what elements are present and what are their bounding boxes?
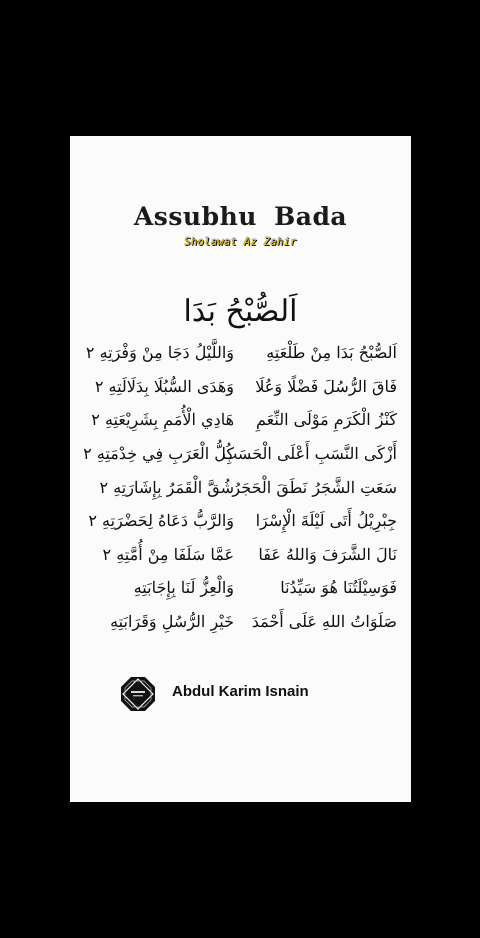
verse-row <box>84 605 397 639</box>
verse-first-half: كَنْزُ الْكَرَمِ مَوْلَى النِّعَمِ <box>256 410 397 430</box>
verse-second-half: كُلُّ الْعَرَبِ فِي خِدْمَتِهِ ٢ <box>83 444 234 464</box>
verse-first-half: فَاقَ الرُّسُلَ فَضْلًا وَعُلَا <box>255 376 397 396</box>
verse-row <box>84 504 397 538</box>
verse-row <box>84 470 397 504</box>
song-subtitle: Sholawat Az Zahir <box>184 236 297 248</box>
verse-second-half: وَالْعِزُّ لَنَا بِإِجَابَتِهِ <box>133 578 234 598</box>
author-name: Abdul Karim Isnain <box>172 683 309 700</box>
arabic-heading: اَلصُّبْحُ بَدَا <box>183 294 298 329</box>
verse-first-half: نَالَ الشَّرَفَ وَاللهُ عَفَا <box>258 544 397 564</box>
octagon-emblem-icon <box>120 676 156 712</box>
verse-second-half: شُقَّ الْقَمَرُ بِإِشَارَتِهِ ٢ <box>99 477 234 497</box>
verse-row <box>84 403 397 437</box>
verse-first-half: أَزْكَى النَّسَبِ أَعْلَى الْحَسَبِ <box>222 444 397 464</box>
verse-row <box>84 336 397 370</box>
lyrics-card <box>70 136 411 802</box>
verse-second-half: خَيْرِ الرُّسُلِ وَقَرَابَتِهِ <box>110 612 234 632</box>
verse-first-half: سَعَتِ الشَّجَرُ نَطَقَ الْحَجَرُ <box>232 477 397 497</box>
song-title: Assubhu Bada <box>133 202 348 231</box>
verse-row <box>84 538 397 572</box>
verse-second-half: وَالرَّبُّ دَعَاهُ لِحَضْرَتِهِ ٢ <box>88 511 234 531</box>
verse-row <box>84 370 397 404</box>
verse-row <box>84 571 397 605</box>
verse-first-half: جِبْرِيْلُ أَتَى لَيْلَةَ الْإِسْرَا <box>255 511 397 531</box>
verse-second-half: وَهَدَى السُّبُلَا بِدَلَالَتِهِ ٢ <box>94 376 234 396</box>
verse-row <box>84 437 397 471</box>
verse-second-half: عَمَّا سَلَفَا مِنْ أُمَّتِهِ ٢ <box>102 544 234 564</box>
poem-verses <box>84 336 397 638</box>
verse-first-half: اَلصُّبْحُ بَدَا مِنْ طَلْعَتِهِ <box>266 343 397 363</box>
verse-second-half: هَادِي الْأُمَمِ بِشَرِيْعَتِهِ ٢ <box>91 410 234 430</box>
verse-second-half: وَاللَّيْلُ دَجَا مِنْ وَفْرَتِهِ ٢ <box>85 343 234 363</box>
verse-first-half: فَوَسِيْلَتُنَا هُوَ سَيِّدُنَا <box>280 578 397 598</box>
verse-first-half: صَلَوَاتُ اللهِ عَلَى أَحْمَدَ <box>251 612 397 632</box>
